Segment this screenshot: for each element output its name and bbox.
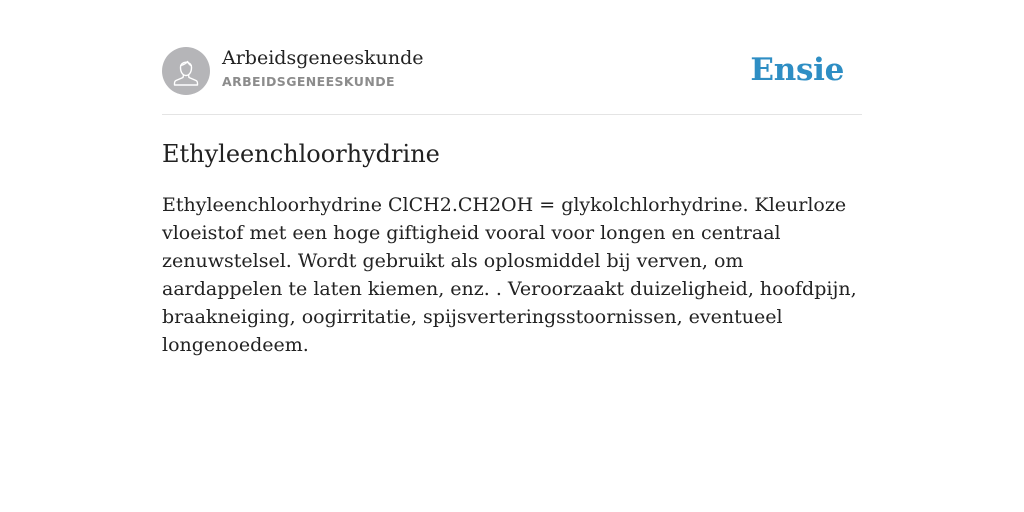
brand-logo[interactable]: Ensie xyxy=(750,52,844,88)
article-card xyxy=(162,46,862,359)
author-category: ARBEIDSGENEESKUNDE xyxy=(222,74,395,89)
person-icon xyxy=(162,47,210,95)
article-header xyxy=(162,46,862,115)
author-block xyxy=(222,46,423,89)
article-body: Ethyleenchloorhydrine ClCH2.CH2OH = glykolchlorhydrine. Kleurloze vloeistof met een hoge giftigheid vooral voor longen en centraal zenuwstelsel. Wordt gebruikt als oplosmiddel bij verven, om aardappelen te laten kiemen, enz. . Veroorzaakt duizeligheid, hoofdpijn, braakneiging, oogirritatie, spijsverteringsstoornissen, eventueel longenoedeem. xyxy=(162,194,857,356)
author-name[interactable]: Arbeidsgeneeskunde xyxy=(222,47,424,69)
user-avatar-icon[interactable] xyxy=(162,47,210,95)
article-title: Ethyleenchloorhydrine xyxy=(162,140,440,168)
